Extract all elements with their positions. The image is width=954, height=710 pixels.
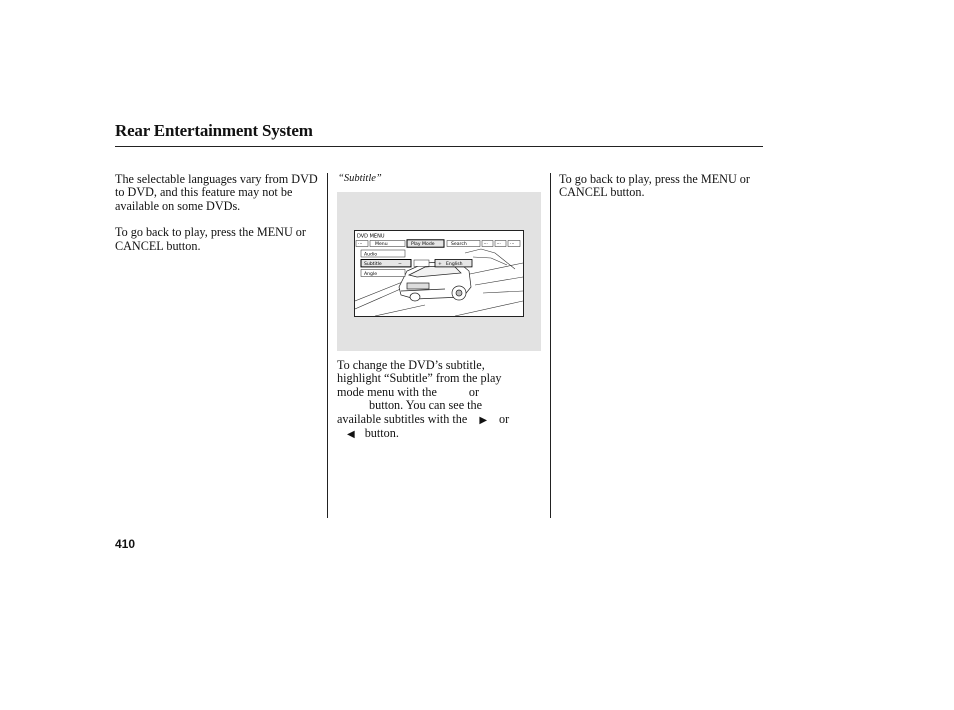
- dvd-menu-header: DVD MENU: [357, 233, 385, 240]
- instruction-line-2: highlight “Subtitle” from the play: [337, 371, 502, 386]
- tab-dots-left[interactable]: ···: [358, 242, 363, 247]
- instruction-line-5b: or: [499, 411, 510, 426]
- tab-dots-3[interactable]: ···: [510, 242, 515, 247]
- languages-note: The selectable languages vary from DVD to DVD, and this feature may not be available on some DVDs.: [115, 172, 318, 213]
- tab-dots-1[interactable]: ···: [483, 242, 488, 247]
- submenu-audio[interactable]: Audio: [364, 252, 378, 258]
- title-rule: [115, 146, 763, 147]
- figure-caption: “Subtitle”: [338, 173, 382, 184]
- instruction-line-4: button. You can see the: [369, 398, 483, 413]
- go-back-note: To go back to play, press the MENU or CANCEL button.: [115, 225, 306, 253]
- dvd-screen: [354, 230, 524, 317]
- submenu-angle[interactable]: Angle: [364, 271, 378, 277]
- tab-bar: [356, 240, 520, 247]
- left-arrow-icon: ◀: [347, 429, 355, 441]
- minus-icon[interactable]: −: [398, 262, 402, 267]
- instruction-line-6: button.: [364, 426, 399, 441]
- instruction-line-3b: or: [468, 384, 480, 399]
- tab-search[interactable]: Search: [451, 242, 467, 247]
- subtitle-instructions: [337, 359, 537, 441]
- go-back-note-2: To go back to play, press the MENU or CANCEL button.: [559, 172, 750, 200]
- tab-play-mode[interactable]: Play Mode: [411, 242, 435, 247]
- right-arrow-icon: ▶: [479, 414, 488, 426]
- plus-icon[interactable]: +: [438, 262, 442, 267]
- column-3: [559, 173, 764, 213]
- instruction-line-3a: mode menu with the: [337, 384, 437, 399]
- submenu-subtitle[interactable]: Subtitle: [364, 262, 382, 267]
- column-1: [115, 173, 318, 266]
- page-title: Rear Entertainment System: [115, 121, 313, 140]
- dvd-menu-figure: [337, 192, 541, 351]
- column-divider-1: [327, 173, 328, 518]
- page-number: 410: [115, 537, 136, 551]
- tab-menu[interactable]: Menu: [375, 242, 388, 247]
- instruction-line-1: To change the DVD’s subtitle,: [337, 358, 485, 372]
- subtitle-value: English: [446, 262, 463, 267]
- column-divider-2: [550, 173, 551, 518]
- tab-dots-2[interactable]: ···: [496, 242, 501, 247]
- instruction-line-5a: available subtitles with the: [337, 411, 468, 426]
